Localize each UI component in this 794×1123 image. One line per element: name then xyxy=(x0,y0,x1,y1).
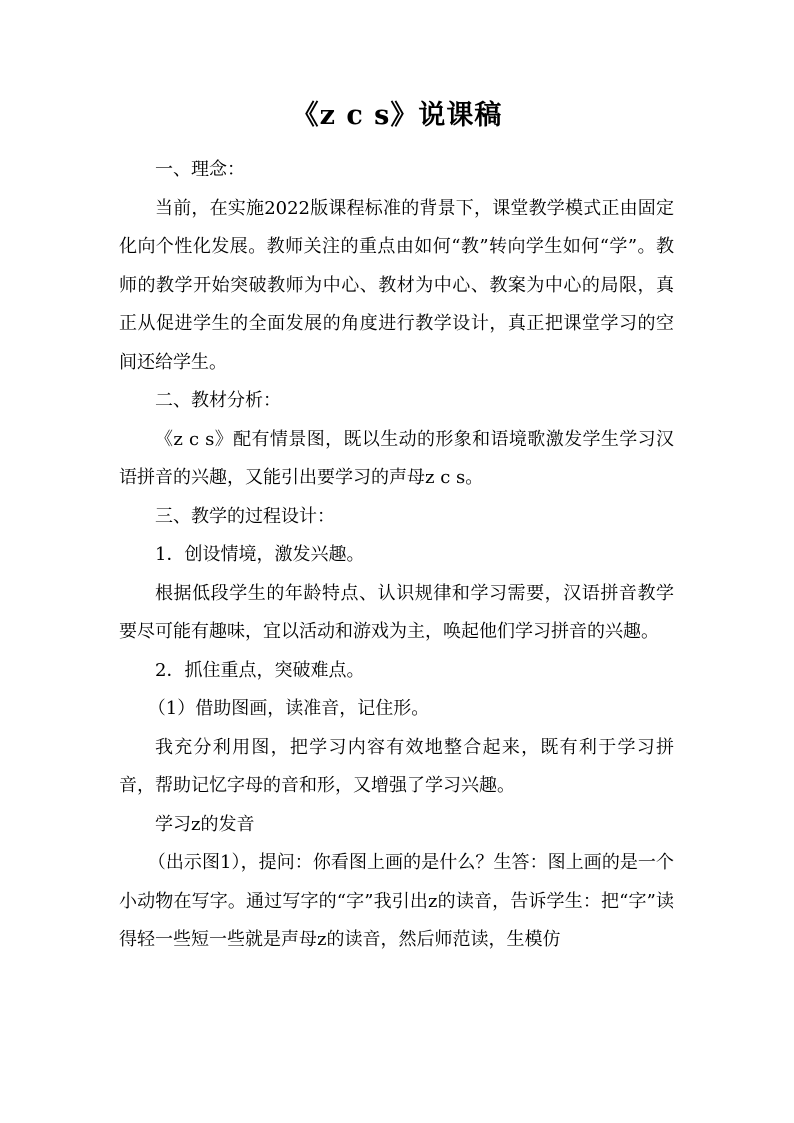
document-body xyxy=(119,151,674,960)
section-heading-concept: 一、理念： xyxy=(155,159,245,180)
step-heading-2: 2．抓住重点，突破难点。 xyxy=(155,659,365,681)
paragraph-sub-step-1: 我充分利用图，把学习内容有效地整合起来，既有利于学习拼音，帮助记忆字母的音和形，又增强了学习兴趣。 xyxy=(119,736,674,796)
page-title: 《z c s》说课稿 xyxy=(291,100,503,131)
paragraph-step-1: 根据低段学生的年龄特点、认识规律和学习需要，汉语拼音教学要尽可能有趣味，宜以活动和游戏为主，唤起他们学习拼音的兴趣。 xyxy=(119,582,674,642)
step-heading-1: 1．创设情境，激发兴趣。 xyxy=(155,544,365,565)
section-heading-process: 三、教学的过程设计： xyxy=(155,505,335,527)
sub-step-heading-1: （1）借助图画，读准音，记住形。 xyxy=(147,698,430,719)
topic-heading-z: 学习z的发音 xyxy=(155,813,255,835)
paragraph-material: 《z c s》配有情景图，既以生动的形象和语境歌激发学生学习汉语拼音的兴趣，又能引出要学习的声母z c s。 xyxy=(119,428,674,488)
paragraph-topic-z: （出示图1），提问：你看图上画的是什么？生答：图上画的是一个小动物在写字。通过写字的“字”我引出z的读音，告诉学生：把“字”读得轻一些短一些就是声母z的读音，然后师范读，生模仿 xyxy=(119,852,674,950)
paragraph-concept: 当前，在实施2022版课程标准的背景下，课堂教学模式正由固定化向个性化发展。教师关注的重点由如何“教”转向学生如何“学”。教师的教学开始突破教师为中心、教材为中心、教案为中心的局限，真正从促进学生的全面发展的角度进行教学设计，真正把课堂学习的空间还给学生。 xyxy=(119,197,674,373)
section-heading-material: 二、教材分析： xyxy=(155,390,281,411)
